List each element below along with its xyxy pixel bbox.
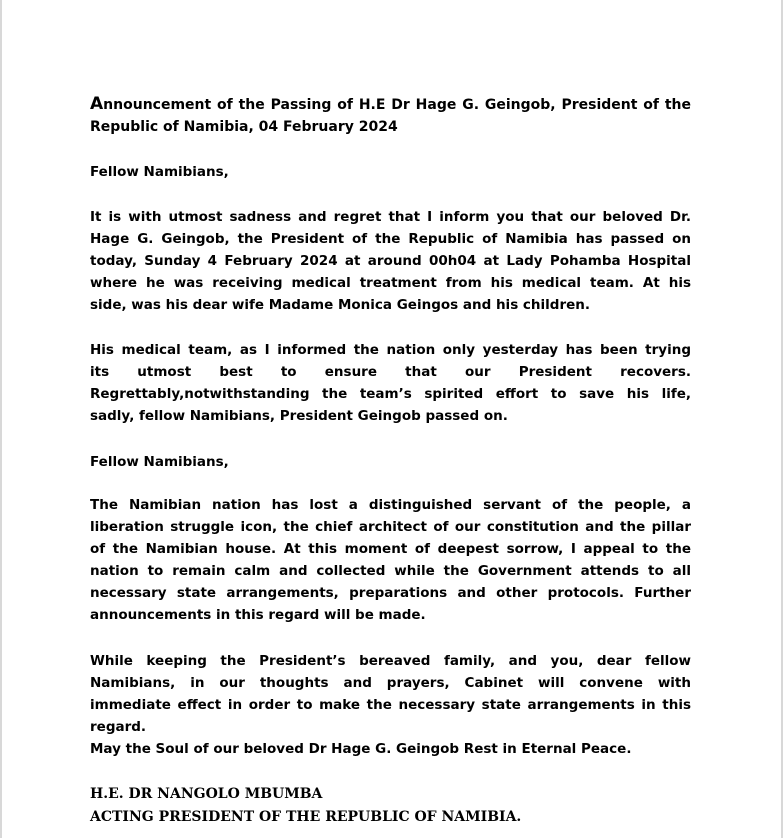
- paragraph-3-line: announcements in this regard will be made.: [90, 607, 426, 623]
- paragraph-3: [90, 494, 691, 626]
- paragraph-4: [90, 650, 691, 760]
- salutation-1: Fellow Namibians,: [90, 164, 229, 180]
- paragraph-2: [90, 339, 691, 427]
- paragraph-2-line: its utmost best to ensure that our President recovers.: [90, 364, 691, 380]
- paragraph-4-line: Namibians, in our thoughts and prayers, Cabinet will convene with: [90, 675, 691, 691]
- paragraph-3-line: The Namibian nation has lost a distinguished servant of the people, a: [90, 497, 691, 513]
- document-title: [90, 93, 691, 138]
- title-line-1-text: nnouncement of the Passing of H.E Dr Hage G. Geingob, President of the: [103, 97, 691, 113]
- paragraph-2-line: His medical team, as I informed the nation only yesterday has been trying: [90, 342, 691, 358]
- paragraph-1-line: today, Sunday 4 February 2024 at around 00h04 at Lady Pohamba Hospital: [90, 253, 691, 269]
- paragraph-1-line: Hage G. Geingob, the President of the Republic of Namibia has passed on: [90, 231, 691, 247]
- signatory-name: H.E. DR NANGOLO MBUMBA: [90, 786, 323, 802]
- paragraph-4-line: immediate effect in order to make the necessary state arrangements in this: [90, 697, 691, 713]
- paragraph-1-line: It is with utmost sadness and regret that I inform you that our beloved Dr.: [90, 209, 691, 225]
- closing-line: May the Soul of our beloved Dr Hage G. Geingob Rest in Eternal Peace.: [90, 741, 632, 757]
- paragraph-3-line: of the Namibian house. At this moment of deepest sorrow, I appeal to the: [90, 541, 691, 557]
- page-left-edge: [0, 0, 2, 838]
- paragraph-1: [90, 206, 691, 316]
- paragraph-2-line: Regrettably,notwithstanding the team’s spirited effort to save his life,: [90, 386, 691, 402]
- paragraph-3-line: liberation struggle icon, the chief architect of our constitution and the pillar: [90, 519, 691, 535]
- paragraph-4-line: regard.: [90, 719, 147, 735]
- paragraph-4-line: While keeping the President’s bereaved family, and you, dear fellow: [90, 653, 691, 669]
- paragraph-2-line: sadly, fellow Namibians, President Geingob passed on.: [90, 408, 508, 424]
- paragraph-3-line: nation to remain calm and collected while the Government attends to all: [90, 563, 691, 579]
- title-line-2: Republic of Namibia, 04 February 2024: [90, 119, 398, 135]
- paragraph-3-line: necessary state arrangements, preparations and other protocols. Further: [90, 585, 691, 601]
- paragraph-1-line: where he was receiving medical treatment from his medical team. At his: [90, 275, 691, 291]
- signature-block: [90, 783, 691, 829]
- title-line-1: [90, 93, 691, 116]
- signatory-title: ACTING PRESIDENT OF THE REPUBLIC OF NAMIBIA.: [90, 809, 522, 825]
- paragraph-1-line: side, was his dear wife Madame Monica Geingos and his children.: [90, 297, 591, 313]
- title-initial: A: [90, 94, 104, 114]
- salutation-2: Fellow Namibians,: [90, 454, 229, 470]
